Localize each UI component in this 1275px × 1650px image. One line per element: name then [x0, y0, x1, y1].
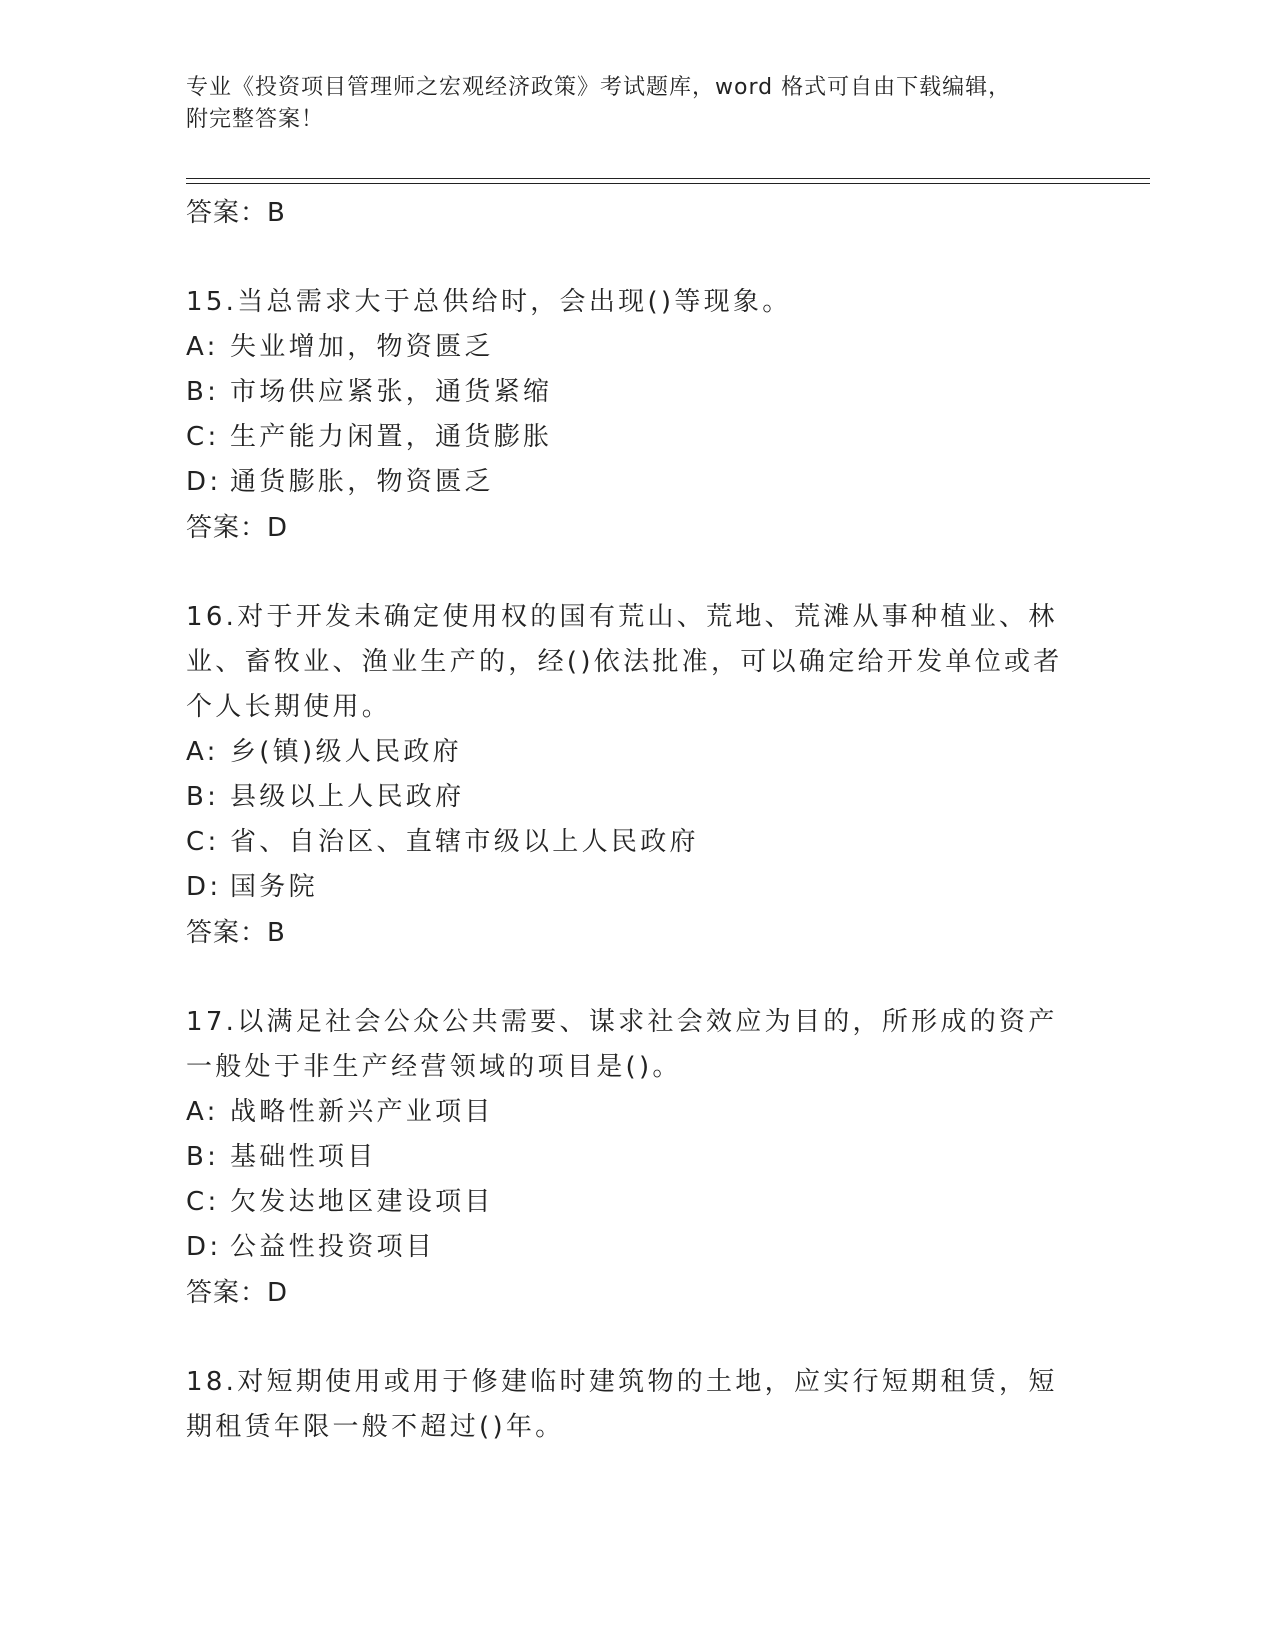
option-key: C:: [186, 827, 220, 857]
option-text: 公益性投资项目: [230, 1232, 436, 1262]
option-text: 县级以上人民政府: [230, 782, 465, 812]
option-text: 乡(镇)级人民政府: [230, 737, 462, 767]
option-d: [186, 865, 1086, 910]
question-list: [186, 190, 1086, 1450]
document-header: [186, 72, 1066, 136]
question-block: [186, 1000, 1086, 1316]
option-b: [186, 775, 1086, 820]
option-text: 省、自治区、直辖市级以上人民政府: [230, 827, 699, 857]
previous-answer: 答案：B: [186, 198, 286, 228]
option-b: [186, 370, 1086, 415]
option-key: A:: [186, 332, 219, 362]
option-key: A:: [186, 1097, 219, 1127]
option-key: C:: [186, 1187, 220, 1217]
header-intro-line-2: 附完整答案！: [186, 107, 325, 132]
question-block: [186, 1360, 1086, 1450]
header-divider-top: [186, 178, 1150, 179]
option-key: B:: [186, 1142, 220, 1172]
option-key: C:: [186, 422, 220, 452]
question-text: 16.对于开发未确定使用权的国有荒山、荒地、荒滩从事种植业、林业、畜牧业、渔业生产的，经()依法批准，可以确定给开发单位或者个人长期使用。: [186, 602, 1063, 722]
question-text: 18.对短期使用或用于修建临时建筑物的土地，应实行短期租赁，短期租赁年限一般不超过()年。: [186, 1367, 1058, 1442]
question-block: [186, 595, 1086, 956]
option-a: [186, 730, 1086, 775]
option-text: 基础性项目: [230, 1142, 377, 1172]
option-text: 通货膨胀，物资匮乏: [230, 467, 494, 497]
option-c: [186, 1180, 1086, 1225]
question-text: 15.当总需求大于总供给时，会出现()等现象。: [186, 287, 792, 317]
option-key: A:: [186, 737, 219, 767]
option-text: 市场供应紧张，通货紧缩: [230, 377, 553, 407]
option-a: [186, 325, 1086, 370]
option-key: D:: [186, 467, 222, 497]
header-divider-bottom: [186, 183, 1150, 184]
option-key: D:: [186, 872, 222, 902]
option-c: [186, 415, 1086, 460]
question-block: [186, 280, 1086, 551]
answer-line: 答案：B: [186, 918, 286, 948]
option-text: 生产能力闲置，通货膨胀: [230, 422, 553, 452]
option-b: [186, 1135, 1086, 1180]
option-a: [186, 1090, 1086, 1135]
answer-line: 答案：D: [186, 1278, 289, 1308]
option-key: D:: [186, 1232, 222, 1262]
option-d: [186, 1225, 1086, 1270]
answer-line: 答案：D: [186, 513, 289, 543]
option-c: [186, 820, 1086, 865]
option-d: [186, 460, 1086, 505]
option-text: 欠发达地区建设项目: [230, 1187, 494, 1217]
option-text: 国务院: [230, 872, 318, 902]
option-key: B:: [186, 377, 220, 407]
option-key: B:: [186, 782, 220, 812]
header-intro-line-1: 专业《投资项目管理师之宏观经济政策》考试题库，word 格式可自由下载编辑，: [186, 75, 1012, 100]
option-text: 失业增加，物资匮乏: [230, 332, 494, 362]
option-text: 战略性新兴产业项目: [230, 1097, 494, 1127]
question-text: 17.以满足社会公众公共需要、谋求社会效应为目的，所形成的资产一般处于非生产经营领域的项目是()。: [186, 1007, 1058, 1082]
